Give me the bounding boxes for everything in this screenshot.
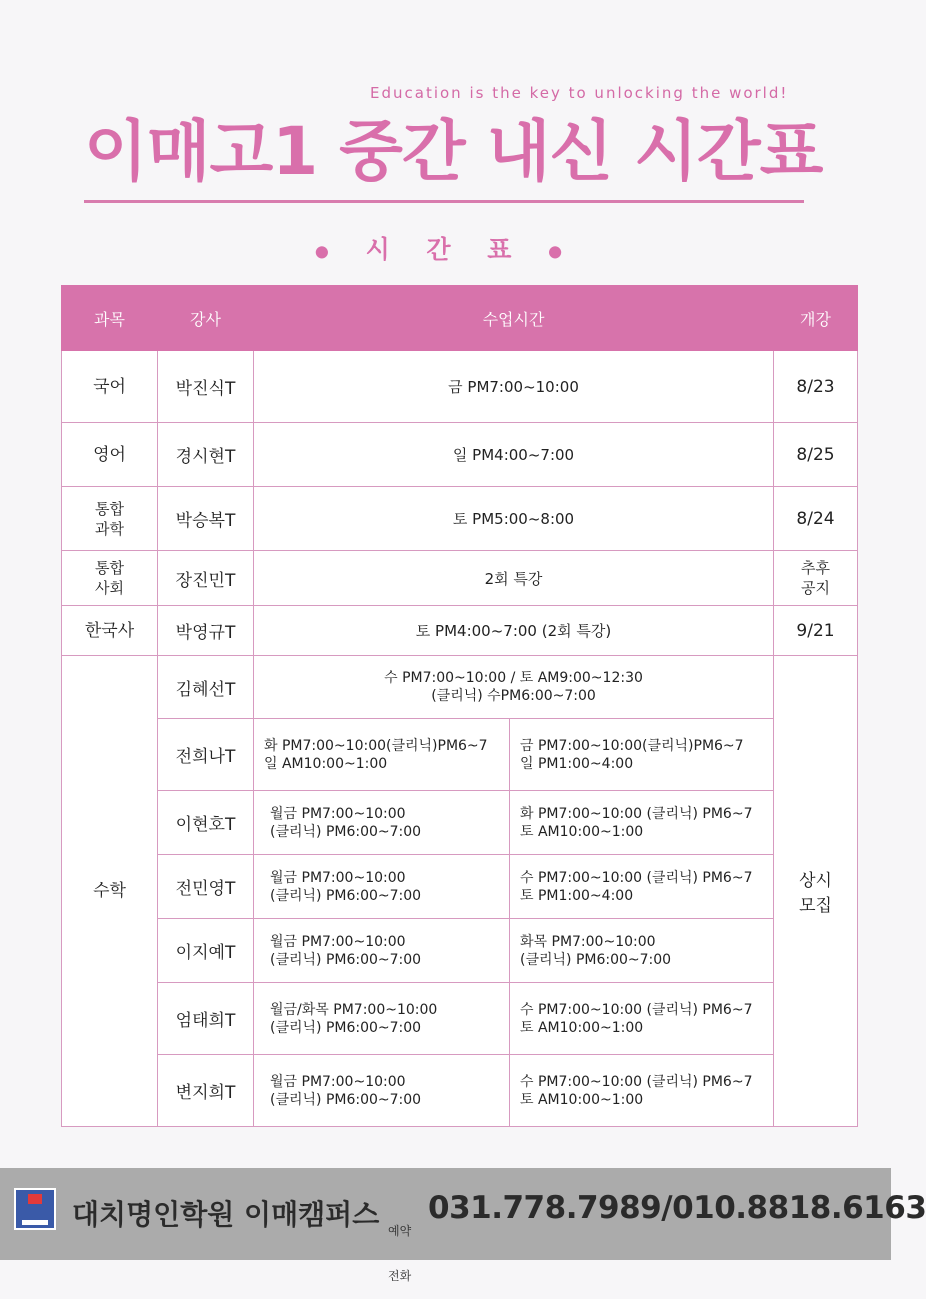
time-cell-a (254, 855, 510, 919)
subject-line: 통합 (95, 499, 124, 518)
teacher-cell: 전민영T (158, 855, 254, 919)
time-cell-b (510, 983, 774, 1055)
page-title: 이매고1 중간 내신 시간표 (84, 113, 823, 190)
teacher-cell: 경시현T (158, 423, 254, 487)
math-row (62, 791, 858, 855)
opening-cell: 9/21 (774, 606, 858, 656)
table-header-row (62, 286, 858, 351)
teacher-cell: 장진민T (158, 551, 254, 606)
opening-line: 추후 (801, 559, 830, 577)
math-row (62, 855, 858, 919)
section-label-text: 시 간 표 (365, 235, 526, 264)
time-line: 수 PM7:00~10:00 (클리닉) PM6~7 (520, 1073, 753, 1090)
time-line: 수 PM7:00~10:00 (클리닉) PM6~7 (520, 869, 753, 886)
time-cell-a (254, 919, 510, 983)
teacher-cell: 박영규T (158, 606, 254, 656)
column-header-subject: 과목 (62, 286, 158, 351)
math-row (62, 1055, 858, 1127)
time-line: 토 AM10:00~1:00 (520, 823, 644, 840)
time-cell: 일 PM4:00~7:00 (254, 423, 774, 487)
teacher-cell: 박승복T (158, 487, 254, 551)
subject-cell: 영어 (62, 423, 158, 487)
subject-cell (62, 551, 158, 606)
opening-line: 공지 (801, 579, 830, 597)
title-divider (84, 200, 804, 203)
time-cell: 토 PM5:00~8:00 (254, 487, 774, 551)
time-cell-a (254, 1055, 510, 1127)
time-line: 월금/화목 PM7:00~10:00 (270, 1001, 438, 1018)
time-cell-b (510, 855, 774, 919)
subject-cell-math: 수학 (62, 656, 158, 1127)
math-row (62, 656, 858, 719)
table-row (62, 606, 858, 656)
time-line: 토 PM1:00~4:00 (520, 887, 634, 904)
time-cell-a (254, 791, 510, 855)
time-line: (클리닉) PM6:00~7:00 (270, 823, 422, 840)
table-row (62, 351, 858, 423)
opening-cell-math (774, 656, 858, 1127)
table-row (62, 551, 858, 606)
column-header-opening: 개강 (774, 286, 858, 351)
time-line: 월금 PM7:00~10:00 (270, 1073, 406, 1090)
section-label (0, 230, 891, 266)
table-row (62, 423, 858, 487)
time-line: 화 PM7:00~10:00 (클리닉) PM6~7 (520, 805, 753, 822)
teacher-cell: 김혜선T (158, 656, 254, 719)
time-cell-b (510, 1055, 774, 1127)
logo-mark (28, 1194, 42, 1204)
column-header-time: 수업시간 (254, 286, 774, 351)
table-row (62, 487, 858, 551)
subject-line: 과학 (95, 519, 124, 538)
math-row (62, 919, 858, 983)
time-cell: 2회 특강 (254, 551, 774, 606)
reserve-label (388, 1194, 418, 1299)
opening-cell: 8/23 (774, 351, 858, 423)
opening-line: 상시 (799, 871, 832, 891)
teacher-cell: 엄태희T (158, 983, 254, 1055)
time-line: 수 PM7:00~10:00 / 토 AM9:00~12:30 (384, 670, 643, 686)
time-cell-a (254, 719, 510, 791)
time-line: (클리닉) PM6:00~7:00 (520, 951, 672, 968)
time-line: 일 PM1:00~4:00 (520, 755, 634, 772)
subject-cell: 국어 (62, 351, 158, 423)
math-row (62, 983, 858, 1055)
time-line: (클리닉) PM6:00~7:00 (270, 1091, 422, 1108)
opening-cell: 8/24 (774, 487, 858, 551)
time-cell-b (510, 919, 774, 983)
time-line: 월금 PM7:00~10:00 (270, 869, 406, 886)
schedule-table (61, 285, 858, 1127)
teacher-cell: 박진식T (158, 351, 254, 423)
academy-logo-icon (14, 1188, 56, 1230)
time-line: 수 PM7:00~10:00 (클리닉) PM6~7 (520, 1001, 753, 1018)
subject-cell: 한국사 (62, 606, 158, 656)
subject-cell (62, 487, 158, 551)
time-line: (클리닉) PM6:00~7:00 (270, 887, 422, 904)
teacher-cell: 이지예T (158, 919, 254, 983)
time-line: 화 PM7:00~10:00(클리닉)PM6~7 (264, 737, 488, 754)
opening-cell: 8/25 (774, 423, 858, 487)
time-line: (클리닉) PM6:00~7:00 (270, 1019, 422, 1036)
subject-line: 사회 (95, 579, 124, 597)
time-line: 월금 PM7:00~10:00 (270, 933, 406, 950)
opening-cell (774, 551, 858, 606)
time-cell-b (510, 791, 774, 855)
time-cell-a (254, 983, 510, 1055)
time-line: 화목 PM7:00~10:00 (520, 933, 656, 950)
teacher-cell: 변지희T (158, 1055, 254, 1127)
time-line: 월금 PM7:00~10:00 (270, 805, 406, 822)
bullet-dot-icon: ● (314, 241, 343, 261)
teacher-cell: 전희나T (158, 719, 254, 791)
time-line: 일 AM10:00~1:00 (264, 755, 388, 772)
academy-name: 대치명인학원 이매캠퍼스 (72, 1198, 380, 1231)
time-line: (클리닉) 수PM6:00~7:00 (431, 688, 596, 704)
time-line: 금 PM7:00~10:00(클리닉)PM6~7 (520, 737, 744, 754)
reserve-label-line: 전화 (388, 1269, 412, 1283)
subject-line: 통합 (95, 559, 124, 577)
reserve-label-line: 예약 (388, 1224, 412, 1238)
time-line: 토 AM10:00~1:00 (520, 1019, 644, 1036)
math-row (62, 719, 858, 791)
tagline: Education is the key to unlocking the world! (370, 84, 789, 102)
teacher-cell: 이현호T (158, 791, 254, 855)
time-cell (254, 656, 774, 719)
time-line: (클리닉) PM6:00~7:00 (270, 951, 422, 968)
column-header-teacher: 강사 (158, 286, 254, 351)
logo-base (22, 1220, 48, 1225)
time-cell: 토 PM4:00~7:00 (2회 특강) (254, 606, 774, 656)
time-cell-b (510, 719, 774, 791)
opening-line: 모집 (799, 896, 832, 916)
phone-number[interactable]: 031.778.7989/010.8818.6163 (428, 1190, 926, 1226)
time-cell: 금 PM7:00~10:00 (254, 351, 774, 423)
time-line: 토 AM10:00~1:00 (520, 1091, 644, 1108)
bullet-dot-icon: ● (548, 241, 577, 261)
